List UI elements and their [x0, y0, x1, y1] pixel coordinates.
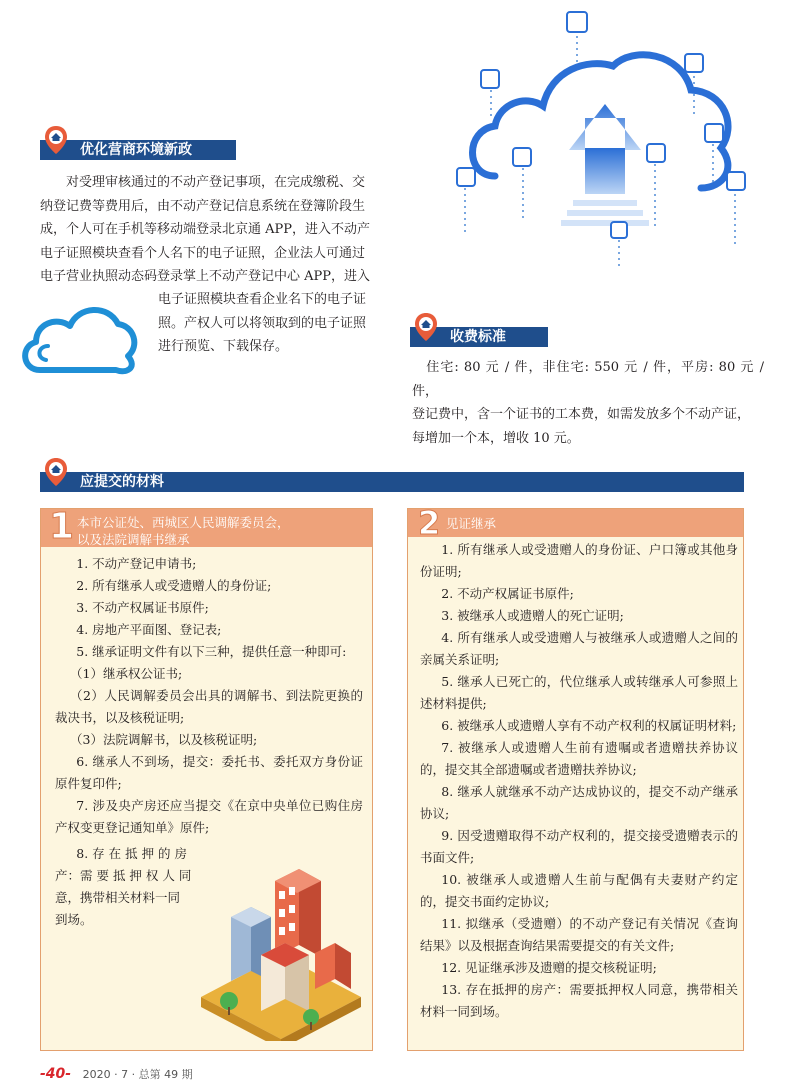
section-header-business	[40, 140, 236, 160]
materials-last-item	[55, 843, 213, 931]
location-pin-icon	[44, 457, 68, 487]
list-item: 1. 不动产登记申请书;	[76, 556, 197, 571]
fees-line-1: 住宅: 80 元 / 件，非住宅: 550 元 / 件，平房: 80 元 / 件，	[412, 360, 764, 399]
business-line-2: 纳登记费等费用后，由不动产登记信息系统在登簿阶段生	[40, 198, 366, 214]
business-cont-line-1: 电子证照模块查看企业名下的电子证	[158, 292, 367, 307]
business-cont-line-3: 进行预览、下载保存。	[158, 339, 289, 354]
buildings-illustration	[191, 861, 371, 1041]
materials-box-header	[408, 504, 743, 542]
list-item: 12. 见证继承涉及遗赠的提交核税证明;	[441, 960, 657, 975]
list-item: 8. 继承人就继承不动产达成协议的，提交不动产继承协议;	[420, 784, 738, 821]
list-item: （3）法院调解书，以及核税证明;	[70, 732, 258, 747]
location-pin-icon	[414, 312, 438, 342]
business-line-1: 对受理审核通过的不动产登记事项，在完成缴税、交	[66, 175, 366, 190]
list-item: 5. 继承证明文件有以下三种，提供任意一种即可:	[76, 644, 347, 659]
materials-box-notary	[40, 508, 373, 1051]
list-item-line: 产：需 要 抵 押 权 人 同	[55, 868, 192, 883]
page-footer	[40, 1066, 193, 1082]
cloud-icon	[16, 296, 144, 376]
list-item: 10. 被继承人或遗赠人生前与配偶有夫妻财产约定的，提交书面约定协议;	[420, 872, 738, 909]
business-paragraph	[40, 171, 378, 289]
section-title: 应提交的材料	[80, 474, 164, 490]
section-title: 收费标准	[450, 329, 506, 345]
list-item: 7. 涉及央产房还应当提交《在京中央单位已购住房产权变更登记通知单》原件;	[55, 798, 363, 835]
cloud-upload-illustration	[455, 8, 765, 268]
business-line-3: 成，个人可在手机等移动端登录北京通 APP，进入不动产	[40, 222, 371, 237]
materials-list-notary	[55, 553, 363, 839]
issue-info: 2020 · 7 · 总第 49 期	[82, 1068, 193, 1081]
list-item: 2. 所有继承人或受遗赠人的身份证;	[76, 578, 272, 593]
section-title: 优化营商环境新政	[80, 142, 192, 158]
list-item: 13. 存在抵押的房产：需要抵押权人同意，携带相关材料一同到场。	[420, 982, 738, 1019]
list-item: 11. 拟继承（受遗赠）的不动产登记有关情况《查询结果》以及根据查询结果需要提交的有关文件;	[420, 916, 738, 953]
fees-line-2: 登记费中，含一个证书的工本费，如需发放多个不动产证，	[412, 407, 751, 422]
materials-box-header	[41, 506, 372, 547]
list-item: 2. 不动产权属证书原件;	[441, 586, 574, 601]
list-item: 5. 继承人已死亡的，代位继承人或转继承人可参照上述材料提供;	[420, 674, 738, 711]
list-item: 4. 房地产平面图、登记表;	[76, 622, 222, 637]
fees-paragraph	[412, 356, 764, 450]
box-header-title: 见证继承	[446, 516, 497, 531]
box-number: 2	[418, 504, 441, 542]
list-item: 7. 被继承人或遗赠人生前有遗嘱或者遗赠扶养协议的，提交其全部遗嘱或者遗赠扶养协议;	[420, 740, 738, 777]
box-header-line-1: 本市公证处、西城区人民调解委员会，	[77, 515, 290, 530]
business-paragraph-cont	[158, 288, 388, 359]
list-item-line: 意，携带相关材料一同	[55, 890, 181, 905]
business-cont-line-2: 照。产权人可以将领取到的电子证照	[158, 315, 367, 331]
fees-line-3: 每增加一个本，增收 10 元。	[412, 430, 580, 446]
list-item: 4. 所有继承人或受遗赠人与被继承人或遗赠人之间的亲属关系证明;	[420, 630, 738, 667]
box-header-line-2: 以及法院调解书继承	[77, 532, 190, 547]
list-item: 6. 被继承人或遗赠人享有不动产权利的权属证明材料;	[441, 718, 737, 733]
list-item: （1）继承权公证书;	[70, 666, 183, 681]
list-item-line: 到场。	[55, 912, 93, 927]
business-line-5: 电子营业执照动态码登录掌上不动产登记中心 APP，进入	[40, 269, 371, 284]
business-line-4: 电子证照模块查看个人名下的电子证照，企业法人可通过	[40, 245, 366, 261]
list-item: （2）人民调解委员会出具的调解书、到法院更换的裁决书，以及核税证明;	[55, 688, 363, 725]
list-item: 3. 不动产权属证书原件;	[76, 600, 209, 615]
list-item: 1. 所有继承人或受遗赠人的身份证、户口簿或其他身份证明;	[420, 542, 738, 579]
list-item-line: 8. 存 在 抵 押 的 房	[76, 846, 188, 861]
box-number: 1	[49, 506, 75, 547]
section-header-materials	[40, 472, 744, 492]
list-item: 9. 因受遗赠取得不动产权利的，提交接受遗赠表示的书面文件;	[420, 828, 738, 865]
list-item: 3. 被继承人或遗赠人的死亡证明;	[441, 608, 624, 623]
materials-list-witness	[420, 539, 738, 1023]
page-number: -40-	[40, 1066, 72, 1082]
location-pin-icon	[44, 125, 68, 155]
list-item: 6. 继承人不到场，提交：委托书、委托双方身份证原件复印件;	[55, 754, 363, 791]
materials-box-witness	[407, 504, 744, 1051]
